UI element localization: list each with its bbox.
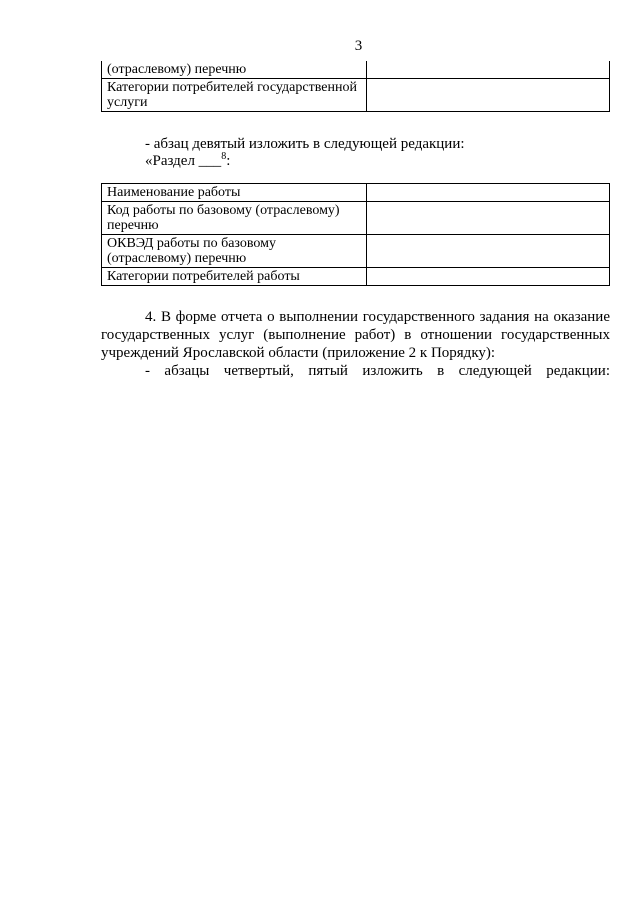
section-heading-text: «Раздел ___: [145, 153, 222, 169]
work-section-table: [101, 183, 610, 286]
table-row: [102, 235, 610, 268]
row-value: [367, 235, 610, 268]
section-heading: [145, 153, 230, 170]
table-row: [102, 79, 610, 112]
row-value: [367, 202, 610, 235]
row-label: Код работы по базовому (отраслевому) перечню: [102, 202, 367, 235]
amendment-instruction: - абзац девятый изложить в следующей редакции:: [145, 136, 465, 152]
table-row: [102, 184, 610, 202]
row-label: Категории потребителей работы: [102, 268, 367, 286]
table-row: [102, 268, 610, 286]
table-row: [102, 202, 610, 235]
row-label: ОКВЭД работы по базовому (отраслевому) перечню: [102, 235, 367, 268]
row-value: [367, 79, 610, 112]
page-number: 3: [354, 38, 363, 54]
row-label: Категории потребителей государственной услуги: [102, 79, 367, 112]
point-4-instruction: - абзацы четвертый, пятый изложить в следующей редакции:: [145, 363, 610, 379]
services-table-fragment: [101, 61, 610, 112]
row-label: Наименование работы: [102, 184, 367, 202]
footnote-ref: 8: [221, 151, 227, 162]
row-label: (отраслевому) перечню: [102, 61, 367, 79]
table-row: [102, 61, 610, 79]
row-value: [367, 184, 610, 202]
section-heading-colon: :: [226, 153, 231, 169]
row-value: [367, 268, 610, 286]
point-4-paragraph: 4. В форме отчета о выполнении государственного задания на оказание государственных услуг (выполнение работ) в отношении государственных учреждений Ярославской области (приложение 2 к Порядку):: [101, 309, 610, 361]
row-value: [367, 61, 610, 79]
